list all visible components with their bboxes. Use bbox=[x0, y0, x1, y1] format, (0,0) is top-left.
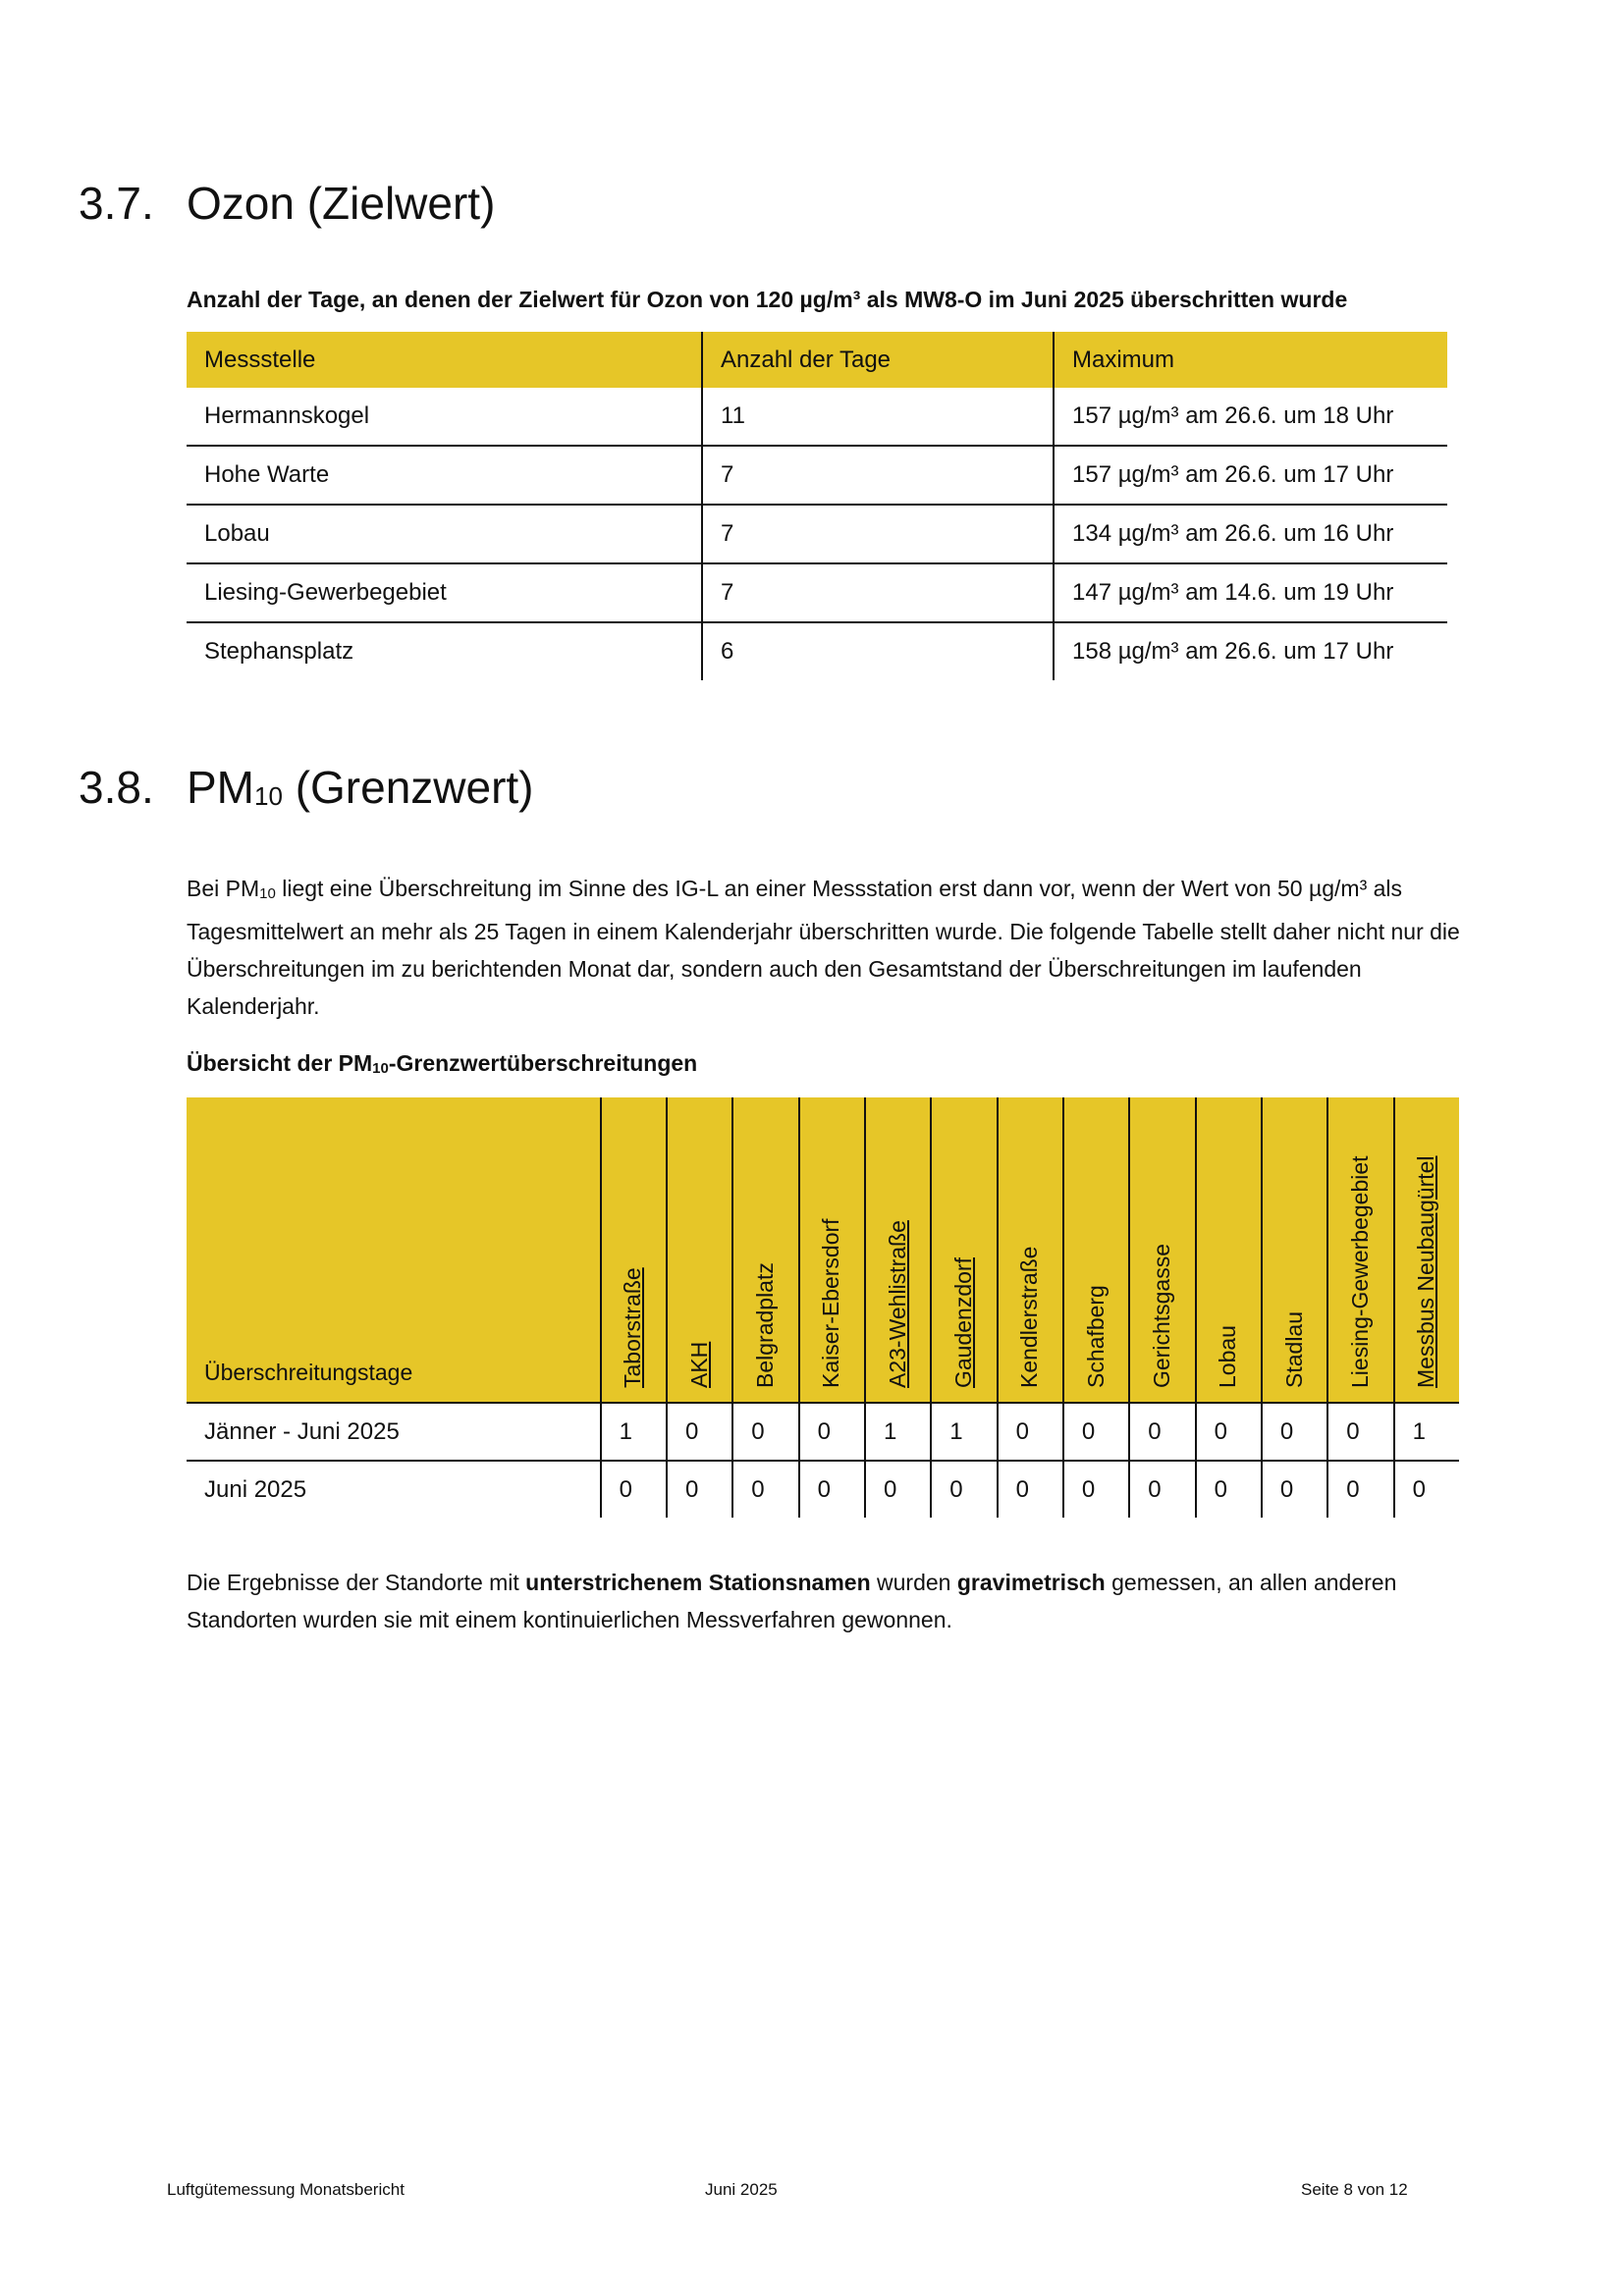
table-row bbox=[187, 622, 1447, 680]
table-cell: 1 bbox=[865, 1403, 931, 1461]
table-cell: 0 bbox=[1327, 1403, 1393, 1461]
station-header bbox=[1394, 1097, 1459, 1403]
section-number: 3.8. bbox=[79, 762, 154, 813]
paragraph-subscript: 10 bbox=[259, 885, 276, 902]
table-cell: 7 bbox=[702, 505, 1054, 563]
footer-page-number: Seite 8 von 12 bbox=[1301, 2180, 1408, 2199]
station-name: AKH bbox=[685, 1341, 712, 1388]
table-cell: 0 bbox=[1262, 1403, 1327, 1461]
station-name: Gerichtsgasse bbox=[1148, 1243, 1174, 1388]
table-cell: 0 bbox=[1129, 1403, 1195, 1461]
table-cell: 7 bbox=[702, 446, 1054, 505]
table-cell: Hohe Warte bbox=[187, 446, 702, 505]
ozone-table bbox=[187, 332, 1447, 680]
table-cell: Hermannskogel bbox=[187, 388, 702, 446]
column-header: Messstelle bbox=[187, 332, 702, 388]
note-bold-text: gravimetrisch bbox=[956, 1570, 1106, 1595]
station-header bbox=[732, 1097, 798, 1403]
table-cell: 157 µg/m³ am 26.6. um 17 Uhr bbox=[1054, 446, 1447, 505]
station-header bbox=[799, 1097, 865, 1403]
column-header: Anzahl der Tage bbox=[702, 332, 1054, 388]
station-name: Schafberg bbox=[1082, 1285, 1109, 1388]
table-cell: 0 bbox=[1394, 1461, 1459, 1518]
paragraph-text: Bei PM bbox=[187, 876, 260, 901]
table-cell: 1 bbox=[1394, 1403, 1459, 1461]
table-cell: 0 bbox=[732, 1461, 798, 1518]
table-cell: 157 µg/m³ am 26.6. um 18 Uhr bbox=[1054, 388, 1447, 446]
table-cell: 158 µg/m³ am 26.6. um 17 Uhr bbox=[1054, 622, 1447, 680]
table-cell: 1 bbox=[931, 1403, 997, 1461]
table-cell: 0 bbox=[931, 1461, 997, 1518]
station-header bbox=[1262, 1097, 1327, 1403]
station-header bbox=[1129, 1097, 1195, 1403]
station-name: Kendlerstraße bbox=[1016, 1246, 1043, 1388]
station-name: Lobau bbox=[1215, 1325, 1241, 1388]
note-text: Die Ergebnisse der Standorte mit bbox=[187, 1570, 526, 1595]
caption-subscript: 10 bbox=[372, 1060, 389, 1077]
row-header-label: Überschreitungstage bbox=[187, 1097, 601, 1403]
table-row bbox=[187, 1403, 1459, 1461]
table-cell: Liesing-Gewerbegebiet bbox=[187, 563, 702, 622]
table-cell: 0 bbox=[998, 1461, 1063, 1518]
table-cell: 0 bbox=[667, 1403, 732, 1461]
station-name: Gaudenzdorf bbox=[949, 1257, 976, 1388]
station-name: Kaiser-Ebersdorf bbox=[818, 1218, 844, 1388]
pm10-table-caption bbox=[187, 1050, 697, 1077]
section-number: 3.7. bbox=[79, 178, 154, 229]
station-name: Messbus Neubaugürtel bbox=[1413, 1155, 1439, 1388]
station-header bbox=[865, 1097, 931, 1403]
table-header-row bbox=[187, 332, 1447, 388]
table-cell: 0 bbox=[601, 1461, 667, 1518]
row-label: Jänner - Juni 2025 bbox=[187, 1403, 601, 1461]
table-cell: 147 µg/m³ am 14.6. um 19 Uhr bbox=[1054, 563, 1447, 622]
footer-center: Juni 2025 bbox=[705, 2180, 778, 2199]
table-cell: 0 bbox=[799, 1403, 865, 1461]
table-cell: 0 bbox=[1196, 1461, 1262, 1518]
station-name: Taborstraße bbox=[620, 1267, 646, 1388]
table-cell: 7 bbox=[702, 563, 1054, 622]
table-row bbox=[187, 388, 1447, 446]
table-cell: 0 bbox=[1196, 1403, 1262, 1461]
table-row bbox=[187, 505, 1447, 563]
table-cell: Lobau bbox=[187, 505, 702, 563]
measurement-note bbox=[187, 1564, 1463, 1638]
section-heading-pm10 bbox=[79, 761, 534, 814]
table-cell: 0 bbox=[998, 1403, 1063, 1461]
section-title-prefix: PM bbox=[187, 762, 254, 813]
table-cell: 0 bbox=[732, 1403, 798, 1461]
pm10-intro-paragraph bbox=[187, 870, 1463, 1025]
table-cell: 0 bbox=[667, 1461, 732, 1518]
caption-text: Übersicht der PM bbox=[187, 1050, 373, 1076]
note-text: wurden bbox=[870, 1570, 957, 1595]
row-label: Juni 2025 bbox=[204, 1475, 307, 1503]
station-name: Belgradplatz bbox=[751, 1262, 778, 1388]
station-header bbox=[1327, 1097, 1393, 1403]
station-name: Liesing-Gewerbegebiet bbox=[1346, 1155, 1373, 1388]
note-text: gemessen, an allen anderen Standorten wurden sie mit einem kontinuierlichen Messverfahren gewonnen. bbox=[187, 1570, 1397, 1632]
ozone-table-caption: Anzahl der Tage, an denen der Zielwert für Ozon von 120 µg/m³ als MW8-O im Juni 2025 überschritten wurde bbox=[187, 287, 1348, 312]
caption-text: -Grenzwertüberschreitungen bbox=[388, 1050, 698, 1076]
table-cell: 134 µg/m³ am 26.6. um 16 Uhr bbox=[1054, 505, 1447, 563]
table-cell: 0 bbox=[1063, 1461, 1129, 1518]
table-cell: 11 bbox=[702, 388, 1054, 446]
table-cell: Stephansplatz bbox=[204, 638, 354, 665]
note-bold-text: unterstrichenem Stationsnamen bbox=[525, 1570, 871, 1595]
table-cell: 0 bbox=[865, 1461, 931, 1518]
table-cell: 1 bbox=[601, 1403, 667, 1461]
section-heading-ozone bbox=[79, 177, 495, 230]
section-title-subscript: 10 bbox=[254, 781, 283, 811]
table-cell: 0 bbox=[1129, 1461, 1195, 1518]
station-header bbox=[998, 1097, 1063, 1403]
station-header bbox=[1063, 1097, 1129, 1403]
station-header bbox=[931, 1097, 997, 1403]
pm10-table bbox=[187, 1097, 1459, 1518]
station-header bbox=[1196, 1097, 1262, 1403]
table-cell: 0 bbox=[1327, 1461, 1393, 1518]
table-cell: 0 bbox=[799, 1461, 865, 1518]
table-header-row bbox=[187, 1097, 1459, 1403]
section-title: Ozon (Zielwert) bbox=[187, 178, 496, 229]
station-name: A23-Wehlistraße bbox=[884, 1220, 910, 1388]
column-header: Maximum bbox=[1054, 332, 1447, 388]
station-name: Stadlau bbox=[1280, 1310, 1307, 1388]
footer-left: Luftgütemessung Monatsbericht bbox=[167, 2180, 405, 2199]
table-row bbox=[187, 563, 1447, 622]
station-header bbox=[601, 1097, 667, 1403]
table-cell: 0 bbox=[1063, 1403, 1129, 1461]
table-row bbox=[187, 446, 1447, 505]
table-cell: 6 bbox=[702, 622, 1054, 680]
station-header bbox=[667, 1097, 732, 1403]
section-title-suffix: (Grenzwert) bbox=[282, 762, 534, 813]
paragraph-text: liegt eine Überschreitung im Sinne des IG-L an einer Messstation erst dann vor, wenn der Wert von 50 µg/m³ als Tagesmittelwert an mehr als 25 Tagen in einem Kalenderjahr überschritten wurde. Die folgende Tabelle stellt daher nicht nur die Überschreitungen im zu berichtenden Monat dar, sondern auch den Gesamtstand der Überschreitungen im laufenden Kalenderjahr. bbox=[187, 876, 1460, 1019]
table-row bbox=[187, 1461, 1459, 1518]
table-cell: 0 bbox=[1262, 1461, 1327, 1518]
